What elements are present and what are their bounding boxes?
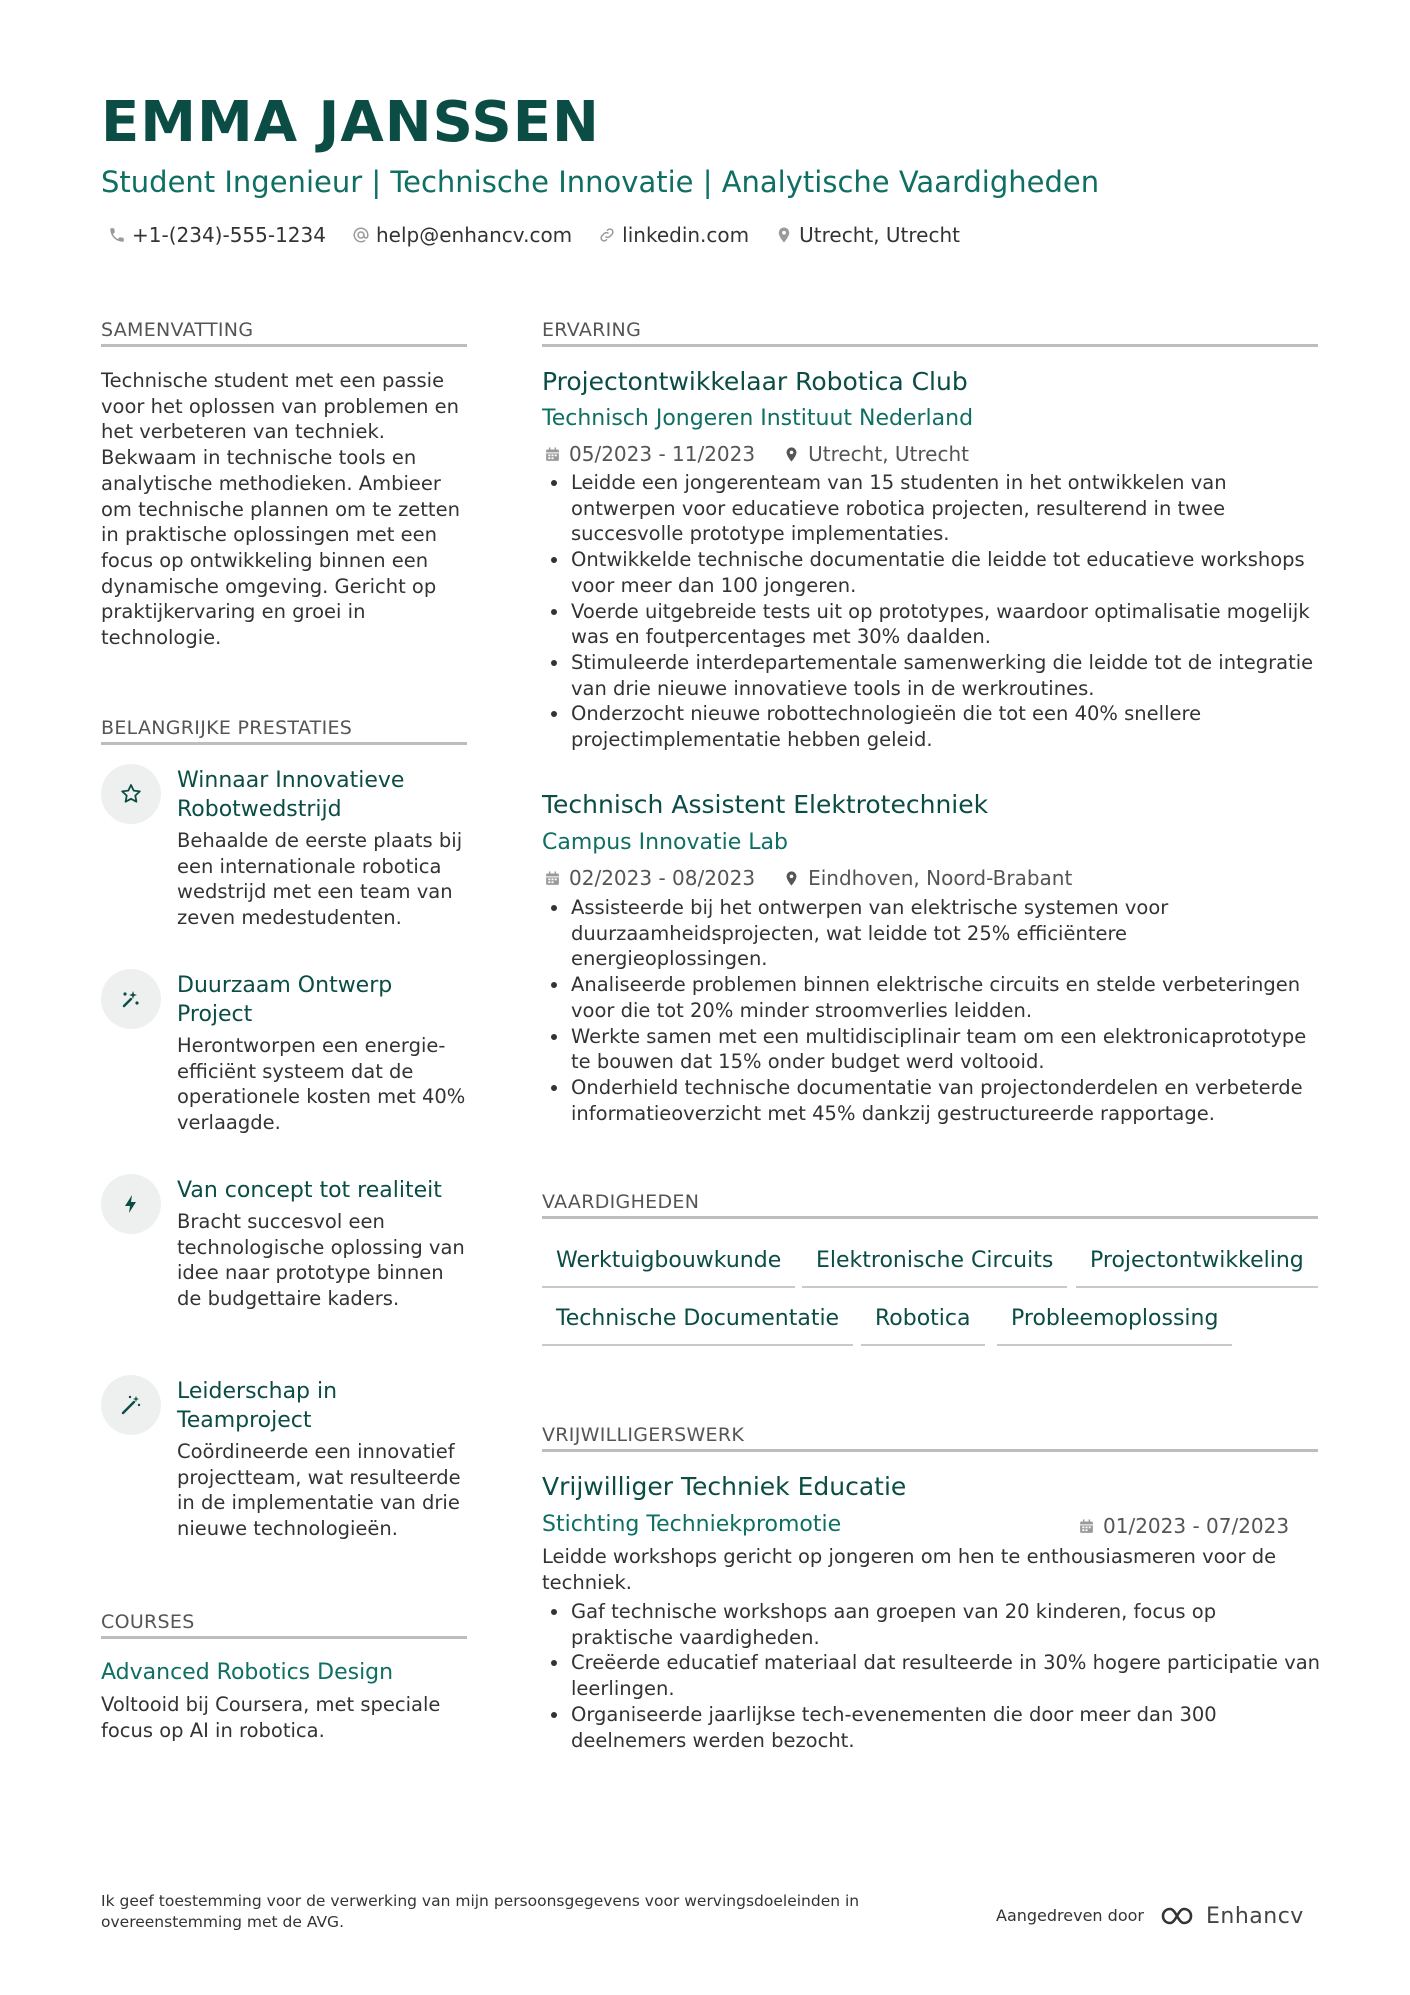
achievement-title: Winnaar Innovatieve Robotwedstrijd bbox=[177, 768, 405, 822]
list-item: Assisteerde bij het ontwerpen van elektrische systemen voor duurzaamheidsprojecten, wat leidde tot 25% efficiëntere energieoplossingen. bbox=[542, 895, 1322, 972]
skills-divider bbox=[542, 1216, 1318, 1219]
job-title: Technisch Assistent Elektrotechniek bbox=[542, 790, 989, 819]
calendar-icon bbox=[544, 870, 561, 887]
list-item: Ontwikkelde technische documentatie die leidde tot educatieve workshops voor meer dan 100 jongeren. bbox=[542, 547, 1322, 598]
list-item: Werkte samen met een multidisciplinair team om een elektronicaprototype te bouwen dat 15% onder budget werd voltooid. bbox=[542, 1024, 1322, 1075]
location-pin-icon bbox=[783, 870, 800, 887]
list-item: Voerde uitgebreide tests uit op prototypes, waardoor optimalisatie mogelijk was en foutpercentages met 30% daalden. bbox=[542, 599, 1322, 650]
list-item: Onderhield technische documentatie van projectonderdelen en verbeterde informatieoverzicht met 45% dankzij gestructureerde rapportage. bbox=[542, 1075, 1322, 1126]
job-title: Projectontwikkelaar Robotica Club bbox=[542, 367, 968, 396]
enhancv-logo-icon bbox=[1153, 1903, 1201, 1929]
skill-tag: Elektronische Circuits bbox=[802, 1246, 1067, 1288]
candidate-headline: Student Ingenieur | Technische Innovatie | Analytische Vaardigheden bbox=[101, 165, 1100, 199]
magic-wand-icon bbox=[101, 1375, 161, 1435]
skill-tag: Projectontwikkeling bbox=[1076, 1246, 1318, 1288]
wrench-icon bbox=[101, 969, 161, 1029]
achievement-title: Leiderschap in Teamproject bbox=[177, 1379, 338, 1433]
location-text: Utrecht, Utrecht bbox=[799, 223, 961, 247]
at-sign-icon bbox=[352, 226, 370, 244]
skill-tag: Probleemoplossing bbox=[997, 1304, 1232, 1346]
skill-tag: Robotica bbox=[861, 1304, 985, 1346]
courses-heading: COURSES bbox=[101, 1611, 195, 1633]
achievements-divider bbox=[101, 742, 467, 745]
volunteer-bullets bbox=[542, 1599, 1322, 1753]
volunteer-divider bbox=[542, 1449, 1318, 1452]
summary-heading: SAMENVATTING bbox=[101, 319, 254, 341]
course-desc: Voltooid bij Coursera, met speciale focus op AI in robotica. bbox=[101, 1693, 441, 1742]
list-item: Onderzocht nieuwe robottechnologieën die tot een 40% snellere projectimplementatie hebben geleid. bbox=[542, 701, 1322, 752]
volunteer-intro: Leidde workshops gericht op jongeren om hen te enthousiasmeren voor de techniek. bbox=[542, 1545, 1277, 1594]
achievement-desc: Behaalde de eerste plaats bij een internationale robotica wedstrijd met een team van zeven medestudenten. bbox=[177, 829, 463, 930]
job-bullets bbox=[542, 895, 1322, 1126]
experience-divider bbox=[542, 344, 1318, 347]
job-location: Utrecht, Utrecht bbox=[783, 442, 969, 466]
job-bullets bbox=[542, 470, 1322, 753]
phone-icon bbox=[108, 226, 126, 244]
candidate-name: EMMA JANSSEN bbox=[101, 90, 600, 155]
achievements-heading: BELANGRIJKE PRESTATIES bbox=[101, 717, 353, 739]
job-company: Campus Innovatie Lab bbox=[542, 830, 788, 855]
achievement-title: Duurzaam Ontwerp Project bbox=[177, 973, 393, 1027]
job-dates: 02/2023 - 08/2023 bbox=[544, 866, 755, 890]
achievement-desc: Bracht succesvol een technologische oplossing van idee naar prototype binnen de budgettaire kaders. bbox=[177, 1210, 465, 1311]
linkedin-text: linkedin.com bbox=[622, 223, 750, 247]
job-company: Technisch Jongeren Instituut Nederland bbox=[542, 406, 974, 431]
job-meta bbox=[544, 441, 997, 467]
bolt-icon bbox=[101, 1174, 161, 1234]
calendar-icon bbox=[544, 446, 561, 463]
skill-tag: Technische Documentatie bbox=[542, 1304, 853, 1346]
course-title: Advanced Robotics Design bbox=[101, 1660, 394, 1685]
contact-bar bbox=[108, 220, 986, 250]
link-icon bbox=[598, 226, 616, 244]
volunteer-org: Stichting Techniekpromotie bbox=[542, 1512, 842, 1537]
contact-email[interactable] bbox=[352, 223, 572, 247]
volunteer-title: Vrijwilliger Techniek Educatie bbox=[542, 1472, 907, 1501]
location-pin-icon bbox=[775, 226, 793, 244]
star-icon bbox=[101, 764, 161, 824]
achievement-desc: Coördineerde een innovatief projectteam, wat resulteerde in de implementatie van drie nieuwe technologieën. bbox=[177, 1440, 461, 1541]
skill-tag: Werktuigbouwkunde bbox=[542, 1246, 795, 1288]
phone-text: +1-(234)-555-1234 bbox=[132, 223, 326, 247]
achievement-desc: Herontworpen een energie-efficiënt systeem dat de operationele kosten met 40% verlaagde. bbox=[177, 1034, 466, 1135]
list-item: Creëerde educatief materiaal dat resulteerde in 30% hogere participatie van leerlingen. bbox=[542, 1650, 1322, 1701]
summary-text: Technische student met een passie voor het oplossen van problemen en het verbeteren van techniek. Bekwaam in technische tools en analytische methodieken. Ambieer om technische plannen om te zetten in praktische oplossingen met een focus op ontwikkeling binnen een dynamische omgeving. Gericht op praktijkervaring en groei in technologie. bbox=[101, 369, 460, 650]
volunteer-heading: VRIJWILLIGERSWERK bbox=[542, 1424, 745, 1446]
contact-phone[interactable] bbox=[108, 223, 326, 247]
skills-heading: VAARDIGHEDEN bbox=[542, 1191, 700, 1213]
email-text: help@enhancv.com bbox=[375, 223, 573, 247]
contact-location bbox=[775, 223, 960, 247]
courses-divider bbox=[101, 1636, 467, 1639]
location-pin-icon bbox=[783, 446, 800, 463]
enhancv-logo-text: Enhancv bbox=[1206, 1903, 1304, 1929]
volunteer-dates: 01/2023 - 07/2023 bbox=[1078, 1513, 1289, 1539]
achievement-title: Van concept tot realiteit bbox=[177, 1178, 442, 1203]
list-item: Analiseerde problemen binnen elektrische circuits en stelde verbeteringen voor die tot 20% minder stroomverlies leidden. bbox=[542, 972, 1322, 1023]
job-location: Eindhoven, Noord-Brabant bbox=[783, 866, 1072, 890]
list-item: Organiseerde jaarlijkse tech-evenementen die door meer dan 300 deelnemers werden bezocht. bbox=[542, 1702, 1322, 1753]
experience-heading: ERVARING bbox=[542, 319, 642, 341]
job-meta bbox=[544, 865, 1100, 891]
job-dates: 05/2023 - 11/2023 bbox=[544, 442, 755, 466]
powered-by-label: Aangedreven door bbox=[996, 1906, 1144, 1925]
summary-divider bbox=[101, 344, 467, 347]
contact-linkedin[interactable] bbox=[598, 223, 749, 247]
enhancv-logo[interactable] bbox=[1153, 1898, 1308, 1934]
list-item: Stimuleerde interdepartementale samenwerking die leidde tot de integratie van drie nieuwe innovatieve tools in de werkroutines. bbox=[542, 650, 1322, 701]
consent-text: Ik geef toestemming voor de verwerking van mijn persoonsgegevens voor wervingsdoeleinden in overeenstemming met de AVG. bbox=[101, 1892, 860, 1931]
list-item: Leidde een jongerenteam van 15 studenten in het ontwikkelen van ontwerpen voor educatieve robotica projecten, resulterend in twee succesvolle prototype implementaties. bbox=[542, 470, 1322, 547]
calendar-icon bbox=[1078, 1518, 1095, 1535]
list-item: Gaf technische workshops aan groepen van 20 kinderen, focus op praktische vaardigheden. bbox=[542, 1599, 1322, 1650]
